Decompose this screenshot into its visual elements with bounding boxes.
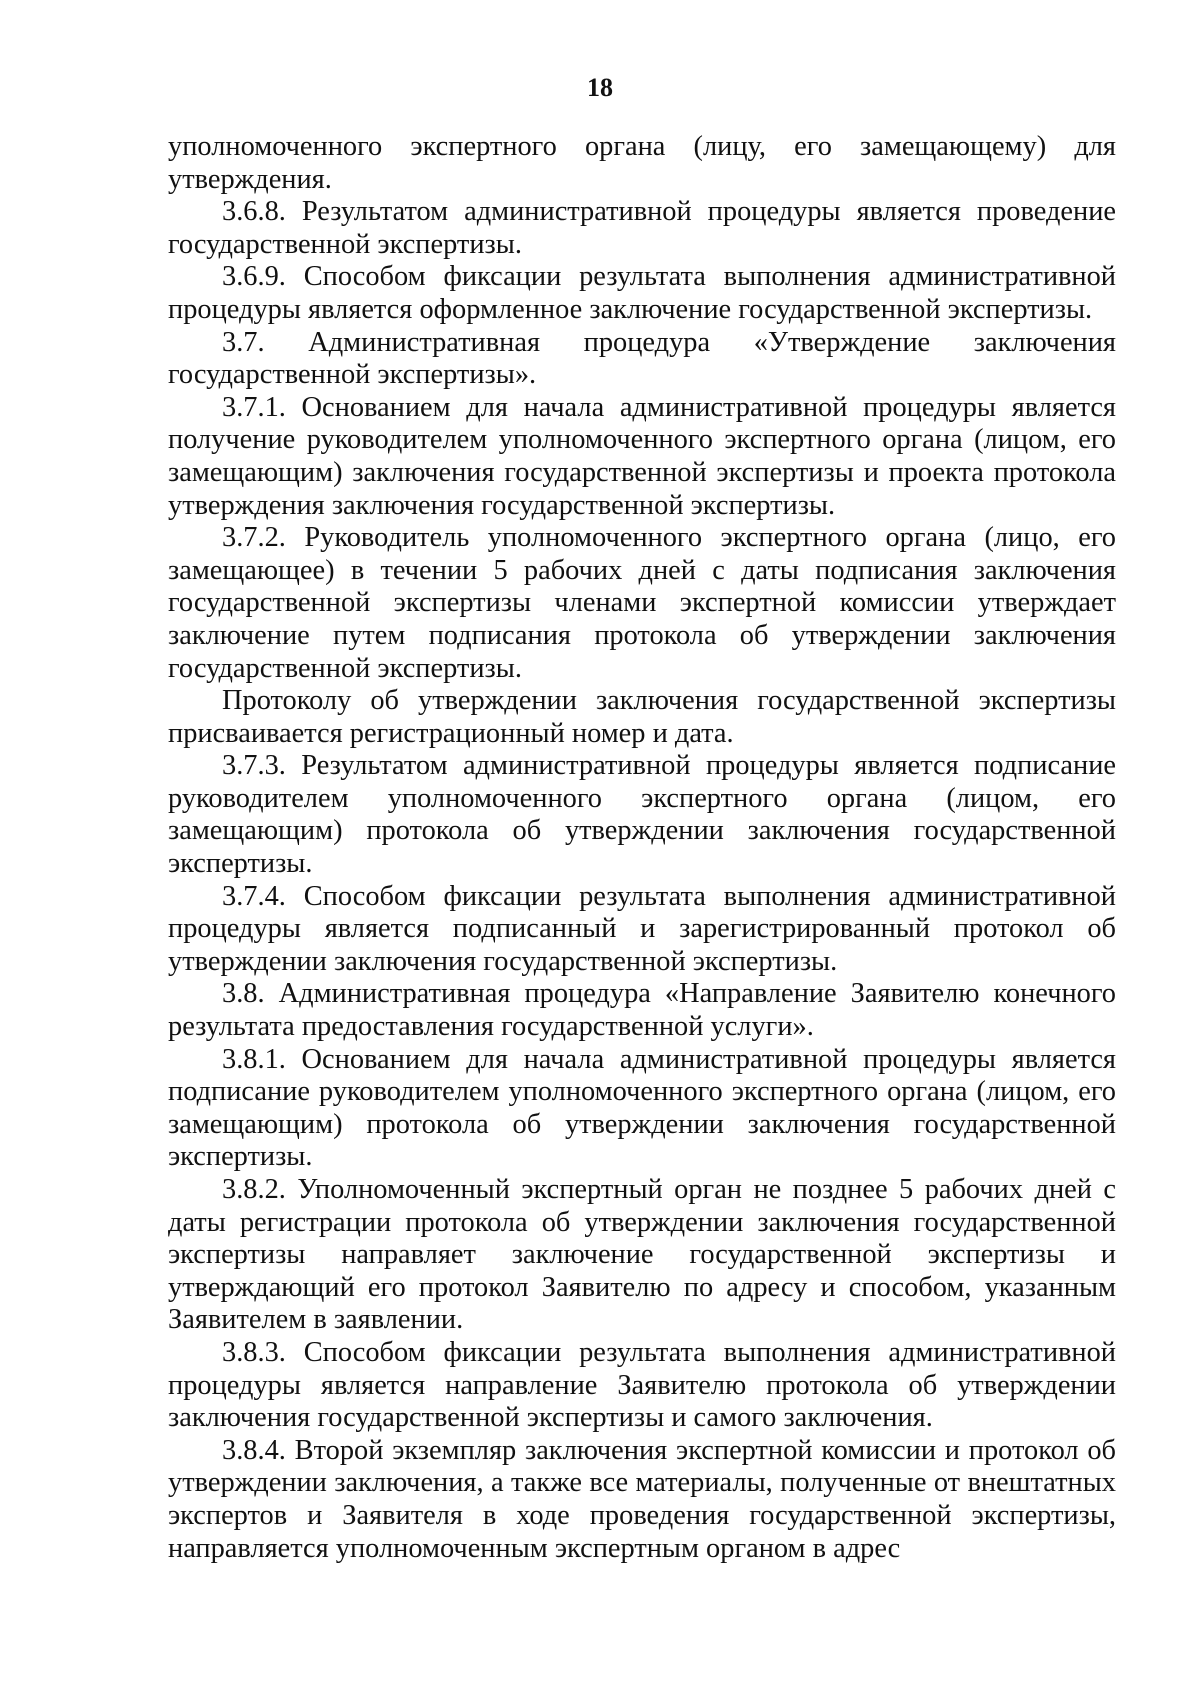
paragraph-3-7-4: 3.7.4. Способом фиксации результата выполнения административной процедуры является подписанный и зарегистрированный протокол об утверждении заключения государственной экспертизы.: [168, 880, 1116, 977]
document-body: [168, 131, 1116, 1565]
paragraph-3-8-1: 3.8.1. Основанием для начала административной процедуры является подписание руководителем уполномоченного экспертного органа (лицом, его замещающим) протокола об утверждении заключения государственной экспертизы.: [168, 1043, 1116, 1173]
paragraph-protocol-registration: Протоколу об утверждении заключения государственной экспертизы присваивается регистрационный номер и дата.: [168, 685, 1116, 749]
paragraph-3-7-3: 3.7.3. Результатом административной процедуры является подписание руководителем уполномоченного экспертного органа (лицом, его замещающим) протокола об утверждении заключения государственной экспертизы.: [168, 750, 1116, 880]
paragraph-3-8-3: 3.8.3. Способом фиксации результата выполнения административной процедуры является направление Заявителю протокола об утверждении заключения государственной экспертизы и самого заключения.: [168, 1336, 1116, 1434]
paragraph-3-6-8: 3.6.8. Результатом административной процедуры является проведение государственной экспертизы.: [168, 196, 1116, 260]
paragraph-3-7-2: 3.7.2. Руководитель уполномоченного экспертного органа (лицо, его замещающее) в течении 5 рабочих дней с даты подписания заключения государственной экспертизы членами экспертной комиссии утверждает заключение путем подписания протокола об утверждении заключения государственной экспертизы.: [168, 522, 1116, 684]
paragraph-3-7-1: 3.7.1. Основанием для начала административной процедуры является получение руководителем уполномоченного экспертного органа (лицом, его замещающим) заключения государственной экспертизы и проекта протокола утверждения заключения государственной экспертизы.: [168, 391, 1116, 521]
paragraph-3-8-2: 3.8.2. Уполномоченный экспертный орган не позднее 5 рабочих дней с даты регистрации протокола об утверждении заключения государственной экспертизы направляет заключение государственной экспертизы и утверждающий его протокол Заявителю по адресу и способом, указанным Заявителем в заявлении.: [168, 1174, 1116, 1336]
paragraph-3-8-4: 3.8.4. Второй экземпляр заключения экспертной комиссии и протокол об утверждении заключения, а также все материалы, полученные от внештатных экспертов и Заявителя в ходе проведения государственной экспертизы, направляется уполномоченным экспертным органом в адрес: [168, 1434, 1116, 1564]
paragraph-3-8: 3.8. Административная процедура «Направление Заявителю конечного результата предоставления государственной услуги».: [168, 978, 1116, 1043]
paragraph-continuation: уполномоченного экспертного органа (лицу, его замещающему) для утверждения.: [168, 131, 1116, 195]
paragraph-3-7: 3.7. Административная процедура «Утверждение заключения государственной экспертизы».: [168, 326, 1116, 391]
paragraph-3-6-9: 3.6.9. Способом фиксации результата выполнения административной процедуры является оформленное заключение государственной экспертизы.: [168, 261, 1116, 325]
page-number: 18: [587, 73, 613, 102]
